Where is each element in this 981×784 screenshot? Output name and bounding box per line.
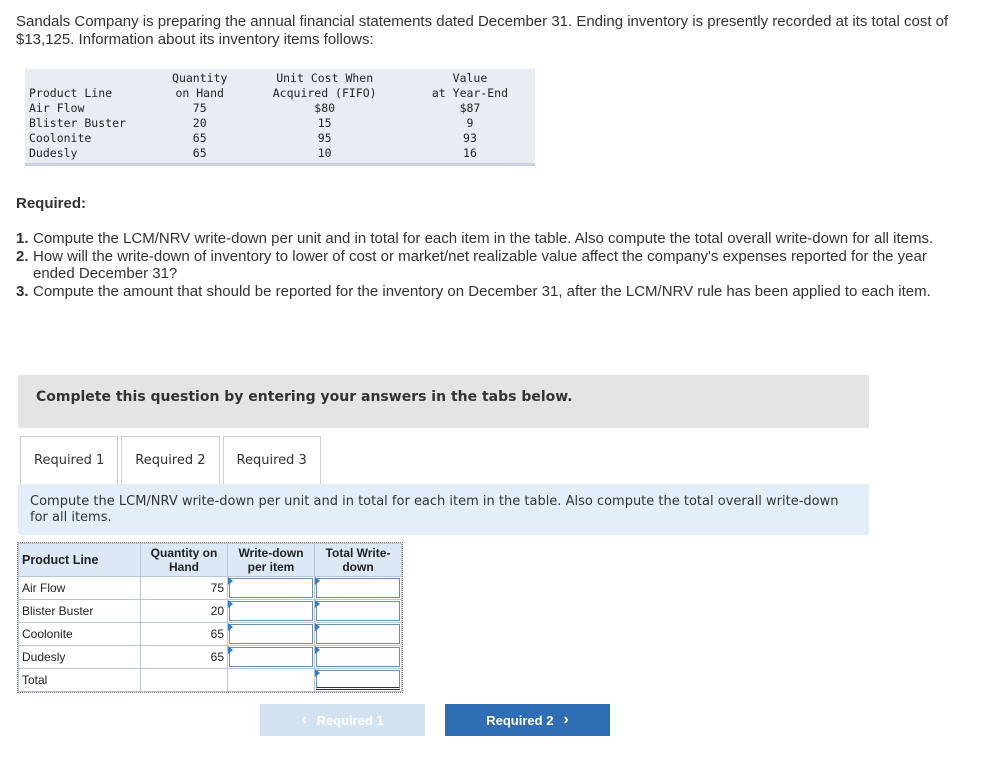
- header-quantity-on-hand: Quantity on Hand: [141, 544, 228, 577]
- header-product-line: Product Line: [19, 544, 141, 577]
- tab-required-2[interactable]: Required 2: [121, 436, 219, 484]
- input-marker-icon: [228, 646, 233, 654]
- required-list: [16, 230, 956, 301]
- total-write-down-input[interactable]: [316, 624, 400, 644]
- input-marker-icon: [315, 646, 320, 654]
- write-down-per-item-input[interactable]: [229, 624, 313, 644]
- next-required-button[interactable]: Required 2 ›: [445, 704, 610, 736]
- inventory-row: Blister Buster 20 15 9: [29, 116, 474, 130]
- previous-required-button[interactable]: ‹ Required 1: [260, 704, 425, 736]
- required-item: 1. Compute the LCM/NRV write-down per unit and in total for each item in the table. Also compute the total overall write-down for all items.: [16, 230, 934, 247]
- header-value: Value at Year-End: [431, 71, 509, 100]
- instructions-banner: Complete this question by entering your answers in the tabs below.: [18, 375, 869, 428]
- header-product-line: Product Line: [29, 86, 113, 100]
- write-down-per-item-input[interactable]: [229, 601, 313, 621]
- table-row: Dudesly 65: [19, 646, 402, 669]
- table-row: Blister Buster 20: [19, 600, 402, 623]
- total-write-down-input[interactable]: [316, 578, 400, 598]
- input-marker-icon: [228, 623, 233, 631]
- problem-intro: Sandals Company is preparing the annual financial statements dated December 31. Ending inventory is presently recorded at its total cost of $13,125. Information about its inventory items follows:: [16, 13, 949, 48]
- required-title: Required:: [16, 195, 87, 212]
- input-marker-icon: [315, 669, 320, 677]
- inventory-row: Dudesly 65 10 16: [29, 146, 477, 160]
- chevron-left-icon: ‹: [301, 711, 307, 728]
- total-overall-write-down-input[interactable]: [316, 670, 400, 690]
- tab-instruction: Compute the LCM/NRV write-down per unit and in total for each item in the table. Also compute the total overall write-down for all items.: [18, 484, 869, 535]
- write-down-per-item-input[interactable]: [229, 647, 313, 667]
- header-unit-cost: Unit Cost When Acquired (FIFO): [272, 71, 377, 100]
- table-row: Air Flow 75: [19, 577, 402, 600]
- answer-table: [18, 543, 402, 692]
- header-total-write-down: Total Write-down: [315, 544, 402, 577]
- input-marker-icon: [228, 577, 233, 585]
- table-row: Coolonite 65: [19, 623, 402, 646]
- required-item: 3. Compute the amount that should be reported for the inventory on December 31, after the LCM/NRV rule has been applied to each item.: [16, 283, 931, 300]
- required-item: 2. How will the write-down of inventory to lower of cost or market/net realizable value affect the company's expenses reported for the year ended December 31?: [16, 248, 927, 282]
- inventory-table: [25, 69, 535, 166]
- input-marker-icon: [228, 600, 233, 608]
- header-quantity: Quantity on Hand: [172, 71, 228, 100]
- input-marker-icon: [315, 577, 320, 585]
- inventory-row: Air Flow 75 $80 $87: [29, 101, 481, 115]
- tab-required-1[interactable]: Required 1: [20, 436, 118, 484]
- input-marker-icon: [315, 623, 320, 631]
- tab-bar: [20, 436, 324, 484]
- inventory-row: Coolonite 65 95 93: [29, 131, 477, 145]
- input-marker-icon: [315, 600, 320, 608]
- total-write-down-input[interactable]: [316, 601, 400, 621]
- header-write-down-per-item: Write-down per item: [228, 544, 315, 577]
- write-down-per-item-input[interactable]: [229, 578, 313, 598]
- tab-required-3[interactable]: Required 3: [223, 436, 321, 484]
- chevron-right-icon: ›: [563, 711, 569, 728]
- total-row: Total: [19, 669, 402, 692]
- answer-table-container: [17, 542, 403, 693]
- total-write-down-input[interactable]: [316, 647, 400, 667]
